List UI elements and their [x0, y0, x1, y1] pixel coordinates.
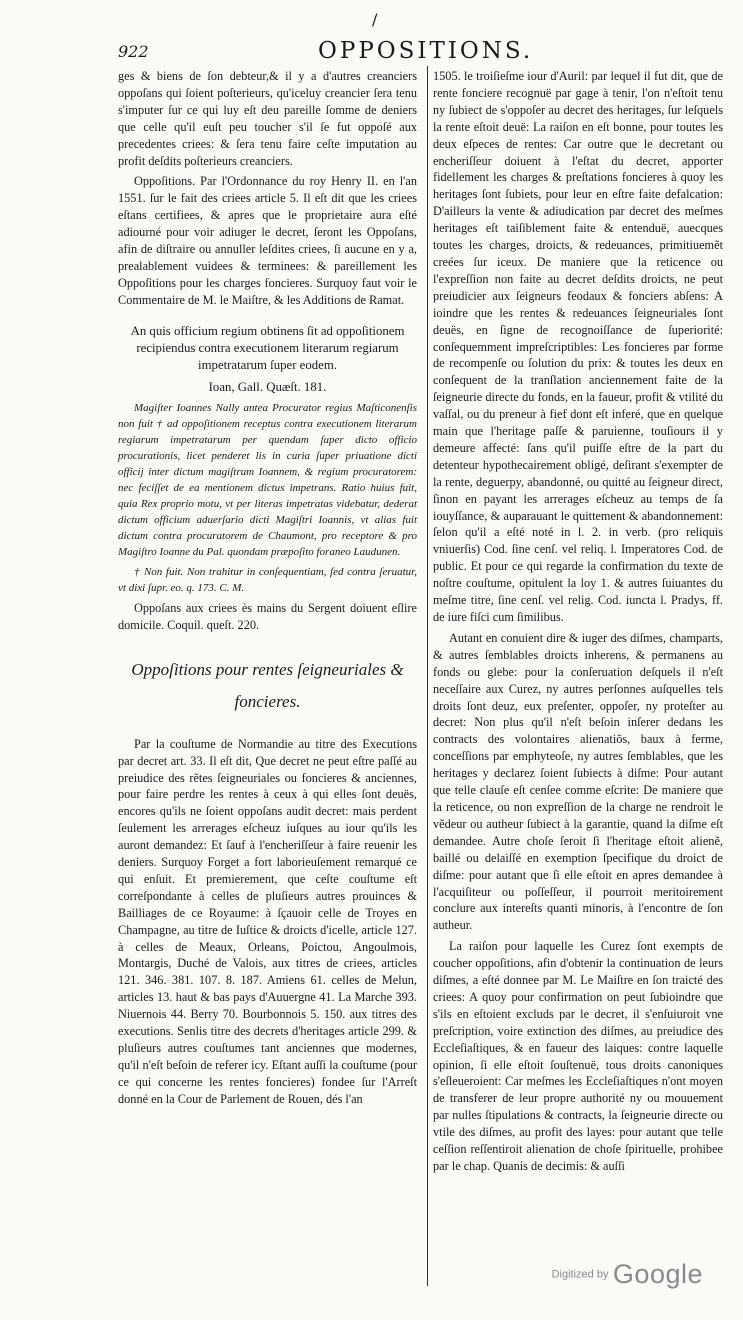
paragraph: Oppoſans aux criees ès mains du Sergent doiuent eſlire domicile. Coquil. queſt. 220.: [118, 600, 417, 632]
paragraph: Autant en conuient dire & iuger des diſmes, champarts, & autres ſemblables droicts inherens, & permanens au fonds ou glebe: pour la conſeruation deſquels il n'eſt neceſſaire aux Curez, ny autres perſonnes auſquelles tels droits ſont deuz, eux preſenter, oppoſer, ny proteſter au decret: Non plus qu'il n'eſt beſoin inſerer dedans les contracts des volontaires alienatiõs, baux à ferme, conceſſions par emphyteoſe, ny autres ſemblables, que les heritages y declarez ſoient ſubiects à diſme: Pour autant que telle clauſe eſt cenſee comme eſcrite: De maniere que la reticence, ou non expreſſion de la charge ne rendroit le vẽdeur ou autheur ſubiect à la garantie, quand la diſme eſt demandee. Autre choſe ſeroit ſi l'heritage eſtoit alienẽ, baillé ou delaiſſé en exemption ſpecifique du droict de diſme: pour autant que ſi elle eſtoit en apres demandee à l'acquiſiteur ou poſſeſſeur, il pourroit meritoirement conclure aux intereſts quanti minoris, à l'encontre de ſon autheur.: [433, 630, 723, 933]
left-column: [118, 68, 417, 1112]
paragraph: Par la couſtume de Normandie au titre des Executions par decret art. 33. Il eſt dit, Que decret ne peut eſtre paſſé au preiudice des rẽtes ſeigneuriales ou foncieres & anciennes, pour faire perdre les rentes à ceux à qui elles ſont deuës, encores qu'ils ne ſoient oppoſans audit decret: mais perdent ſeulement les arrerages eſcheuz iuſques au iour qu'ils les auront demandez: Et ſauf à l'encheriſſeur à faire reuenir les deniers. Surquoy Forget a fort laborieuſement remarqué ce qui enſuit. Et premierement, que ceſte couſtume eſt correſpondante à celles de pluſieurs autres prouinces & Bailliages de ce Royaume: à ſçauoir celle de Troyes en Champagne, au titre de Iuſtice & droicts d'icelle, article 127. à celles de Meaux, Orleans, Poictou, Angoulmois, Montargis, Duché de Valois, aux titres de criees, articles 121. 346. 381. 107. 8. 187. Amiens 61. celles de Melun, articles 13. haut & bas pays d'Auuergne 41. La Marche 393. Niuernois 44. Berry 70. Bourbonnois 5. 150. aux titres des executions. Senlis titre des decrets d'heritages article 299. & pluſieurs autres couſtumes tant anciennes que modernes, qu'il n'eſt beſoin de referer icy. Eſtant auſſi la couſtume (pour ce qui concerne les rentes foncieres) fondee ſur l'Arreſt donné en la Cour de Parlement de Rouen, dés l'an: [118, 736, 417, 1106]
running-head: OPPOSITIONS.: [318, 38, 534, 64]
google-logo: Google: [612, 1259, 703, 1289]
paragraph: ges & biens de ſon debteur,& il y a d'autres creanciers oppoſans qui ſoient poſterieurs, qu'iceluy creancier ſera tenu s'imputer ſur ce qui luy eſt deu pareille ſomme de deniers que celle qu'il euſt peu toucher s'il ſe fut oppoſé aux precedentes criees: & ſera tenu faire ceſte imputation au profit deſdits poſterieurs creanciers.: [118, 69, 417, 168]
page-number: 922: [118, 42, 149, 61]
column-divider: [427, 66, 428, 1286]
section-heading: Oppoſitions pour rentes ſeigneuriales & foncieres.: [131, 659, 404, 711]
latin-title: An quis officium regium obtinens ſit ad oppoſitionem recipiendus contra executionem literarum regiarum impetratarum ſuper eodem.: [130, 323, 405, 373]
digitized-watermark: [552, 1259, 703, 1290]
paragraph: Oppoſitions. Par l'Ordonnance du roy Henry II. en l'an 1551. ſur le fait des criees article 5. Il eſt dit que les criees eſtans certifiees, & apres que le proprietaire aura eſté adiourné pour voir adiuger le decret, ſeront les Oppoſans, afin de diſtraire ou annuller leſdites criees, ſi aucune en y a, prealablement vuidees & terminees: & pareillement les Oppoſitions pour les charges foncieres. Surquoy faut voir le Commentaire de M. le Maiſtre, & les Additions de Ramat.: [118, 174, 417, 307]
right-column: [433, 68, 723, 1179]
citation: Ioan, Gall. Quæſt. 181.: [208, 379, 327, 394]
latin-note: Magiſter Ioannes Nally antea Procurator regius Maſticonenſis non fuit † ad oppoſitionem receptus contra executionem literarum regiarum impetratarum per quendam ſuper dicto officio procurationis, licet penderet lis in curia ſuper priuatione dicti officij inter dictum magiſtrum Ioannem, & regium procuratorem: nec feciſſet de ea mentionem dictus impetrans. Ratio huius fuit, quia Rex proprio motu, vt per literas impetratas videbatur, dederat dictum officium aduerſario dicti Magiſtri Ioannis, vt alias fuit dictum contra procuratorem de Chaumont, pro receptore & pro Magiſtro Ioanne du Pal. quondam præpoſito foraneo Laudunen.: [118, 401, 417, 558]
margin-mark: /: [372, 10, 378, 29]
page-header: [118, 40, 678, 66]
footnote: † Non fuit. Non trahitur in conſequentiam, ſed contra ſeruatur, vt dixi ſupr. eo. q. 173. C. M.: [118, 565, 417, 594]
paragraph: 1505. le troiſieſme iour d'Auril: par lequel il fut dit, que de rente fonciere recognuë par gage à tenir, l'on n'eſtoit tenu ny ſubiect de s'oppoſer au decret des heritages, ſur leſquels la rente eſtoit deuë: La raiſon en eſt bonne, pour toutes les deux eſpeces de rentes: Car outre que le decretant ou encheriſſeur doiuent à l'eſtat du decret, apporter fidellement les charges & preſtations foncieres à quoy les heritages ſont ſubiets, pour leur en eſtre faite defalcation: D'ailleurs la vente & adiudication par decret des meſmes heritages eſt taiſiblement faite & entenduë, auecques toutes les charges, droicts, & redeuances, primitiuemẽt creées ſur iceux. De maniere que la reticence ou l'expreſſion non faite au decret deſdits droicts, ne peut preiudicier aux ſeigneurs feodaux & fonciers abſens: A ioindre que les rentes & redeuances ſeigneuriales ſont deuës, en ſigne de recognoiſſance de ſuperiorité: conſequemment impreſcriptibles: Les foncieres par forme de recompenſe ou ſolution du prix: & toutes les deux en conſequent de la tranſlation anciennement faite de la ſeigneurie directe du fonds, en la faueur, profit & vtilité du vaſſal, ou du preneur à fief dont eſt inferé, que en quelque main que l'heritage paſſe & paruienne, touſiours il y demeure affecté: ſans qu'il puiſſe eſtre de la part du detenteur hypothecairement obligé, deſirant s'exempter de la rente, deguerpy, abandonné, ou quitté au ſeigneur direct, ſinon en payant les arrerages eſcheuz au temps de ſa iouyſſance, & auparauant le quittement & abandonnement: ſelon qu'il a eſté noté in l. 2. in verb. (pro reliquis vniuerſis) Cod. ſine cenſ. vel reliq. l. Imperatores Cod. de public. Et pour ce qui regarde la confirmation du texte de noſtre couſtume, opitulent la loy 1. & autres ſuiuantes du meſme titre, ſine cenſ. vel relig. Cod. iuncta l. Pradys, ff. de iure fiſci cum ſimilibus.: [433, 69, 723, 624]
digitized-by-label: Digitized by: [551, 1268, 609, 1281]
paragraph: La raiſon pour laquelle les Curez ſont exempts de coucher oppoſitions, afin d'obtenir la continuation de leurs diſmes, a eſté donnee par M. Le Maiſtre en ſon traicté des criees: A quoy pour confirmation on peut ſubioindre que s'ils en eſtoient excluds par le decret, il s'enſuiuroit vne preſcription, voire extinction des diſmes, au preiudice des Eccleſiaſtiques, & en faueur des laiques: contre laquelle opinion, ſi elle eſtoit ſouſtenuë, tous droits canoniques s'eſleueroient: Car meſmes les Eccleſiaſtiques n'ont moyen de transferer de leur propre authorité ny ou mouuement par nulles ſtipulations & contracts, la ſeigneurie directe ou vtile des diſmes, au profit des layes: pour autant que telle ceſſion reſſentiroit alienation de choſe ſpirituelle, prohibee par le chap. Quanis de decimis: & auſſi: [433, 939, 723, 1173]
